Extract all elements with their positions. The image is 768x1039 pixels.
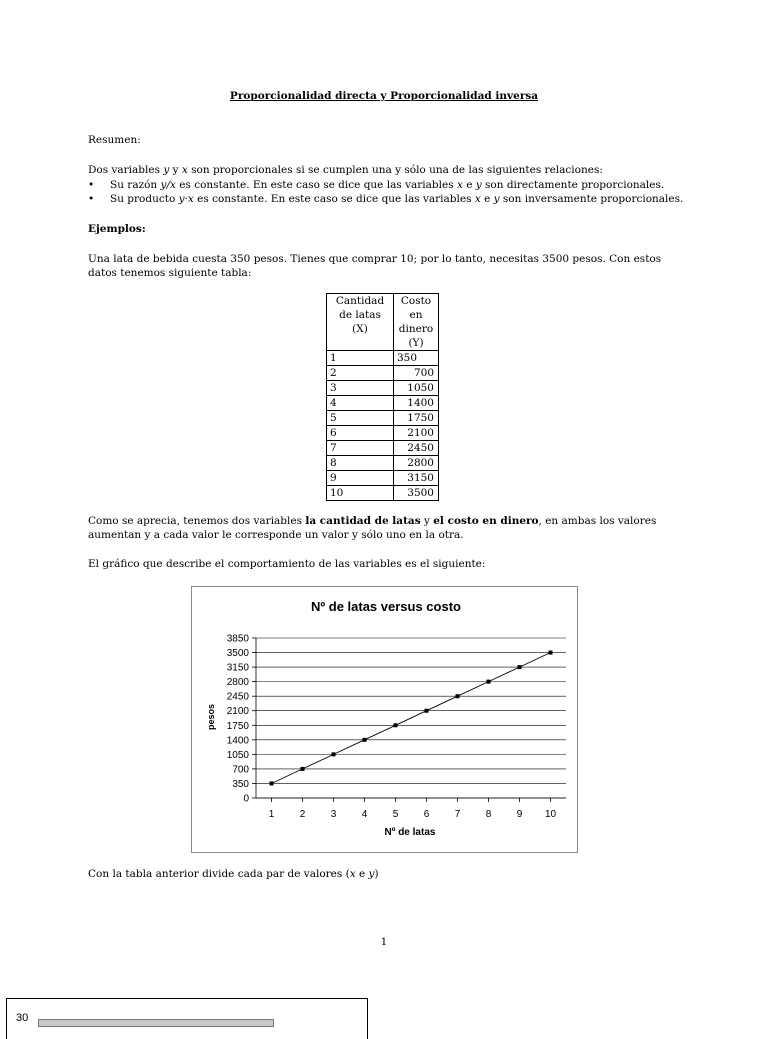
x-tick-label: 4 [361, 809, 368, 820]
example-text: Una lata de bebida cuesta 350 pesos. Tienes que comprar 10; por lo tanto, necesitas 3500 pesos. Con estos datos tenemos siguiente tabla: [88, 253, 662, 279]
y-tick-label: 1400 [226, 735, 249, 747]
x-tick-label: 7 [454, 809, 461, 820]
x-tick-label: 9 [516, 809, 523, 820]
y-tick-label: 2800 [226, 677, 249, 689]
y-tick-label: 1750 [226, 720, 249, 732]
x-tick-label: 8 [485, 809, 492, 820]
relation-item: • Su producto y·x es constante. En este caso se dice que las variables x e y son inversamente proporcionales. [88, 193, 684, 205]
y-tick-label: 3150 [226, 662, 249, 674]
column-header: Costo en dinero (Y) [394, 294, 439, 351]
column-header: Cantidad de latas (X) [327, 294, 394, 351]
x-tick-label: 3 [330, 809, 337, 820]
x-tick-label: 5 [392, 809, 399, 820]
closing-paragraph: Con la tabla anterior divide cada par de valores (x e y) [88, 868, 379, 880]
chart-frame [191, 586, 578, 853]
resumen-label: Resumen: [88, 134, 141, 146]
y-tick-label: 350 [232, 778, 249, 790]
y-axis-label: pesos [206, 703, 216, 731]
data-point [456, 694, 460, 698]
table-row: 4 1400 [327, 396, 439, 411]
embedded-chart-tick-label: 30 [16, 1012, 29, 1024]
table-row: 7 2450 [327, 441, 439, 456]
table-row: 1 350 [327, 351, 439, 366]
line-chart [192, 587, 577, 852]
intro-paragraph: Dos variables y y x son proporcionales si se cumplen una y sólo una de las siguientes relaciones: [88, 164, 603, 176]
table-row: 2 700 [327, 366, 439, 381]
y-tick-label: 2450 [226, 691, 249, 703]
data-point [301, 767, 305, 771]
table-row: 10 3500 [327, 486, 439, 501]
chart-title: Nº de latas versus costo [311, 599, 461, 614]
data-point [394, 723, 398, 727]
series-line [272, 653, 551, 784]
y-tick-label: 3850 [226, 633, 249, 645]
data-point [549, 651, 553, 655]
y-tick-label: 3500 [226, 648, 249, 660]
page-number: 1 [380, 936, 388, 948]
data-point [425, 709, 429, 713]
data-point [363, 738, 367, 742]
table-row: 8 2800 [327, 456, 439, 471]
x-tick-label: 1 [268, 809, 275, 820]
data-point [332, 752, 336, 756]
conclusion-paragraph: Como se aprecia, tenemos dos variables la cantidad de latas y el costo en dinero, en ambas los valores aumentan y a cada valor le corresponde un valor y sólo uno en la otra. [88, 515, 657, 541]
data-point [270, 781, 274, 785]
data-point [518, 665, 522, 669]
table-row: 3 1050 [327, 381, 439, 396]
embedded-chart-bar [38, 1019, 274, 1027]
examples-heading: Ejemplos: [88, 223, 146, 235]
x-tick-label: 2 [299, 809, 306, 820]
y-tick-label: 0 [243, 793, 249, 805]
x-tick-label: 6 [423, 809, 430, 820]
graph-intro: El gráfico que describe el comportamiento de las variables es el siguiente: [88, 558, 486, 570]
plot-area [227, 634, 566, 821]
relations-list [88, 178, 688, 206]
page-title: Proporcionalidad directa y Proporcionalidad inversa [229, 90, 539, 102]
y-tick-label: 2100 [226, 706, 249, 718]
table-row: 6 2100 [327, 426, 439, 441]
data-table [326, 293, 439, 501]
y-tick-label: 1050 [226, 749, 249, 761]
x-axis-label: Nº de latas [384, 827, 436, 838]
table-header-row [327, 294, 439, 351]
y-tick-label: 700 [232, 764, 249, 776]
x-tick-label: 10 [544, 809, 557, 820]
data-point [487, 680, 491, 684]
table-row: 5 1750 [327, 411, 439, 426]
table-row: 9 3150 [327, 471, 439, 486]
relation-item: • Su razón y/x es constante. En este caso se dice que las variables x e y son directamente proporcionales. [88, 179, 665, 191]
